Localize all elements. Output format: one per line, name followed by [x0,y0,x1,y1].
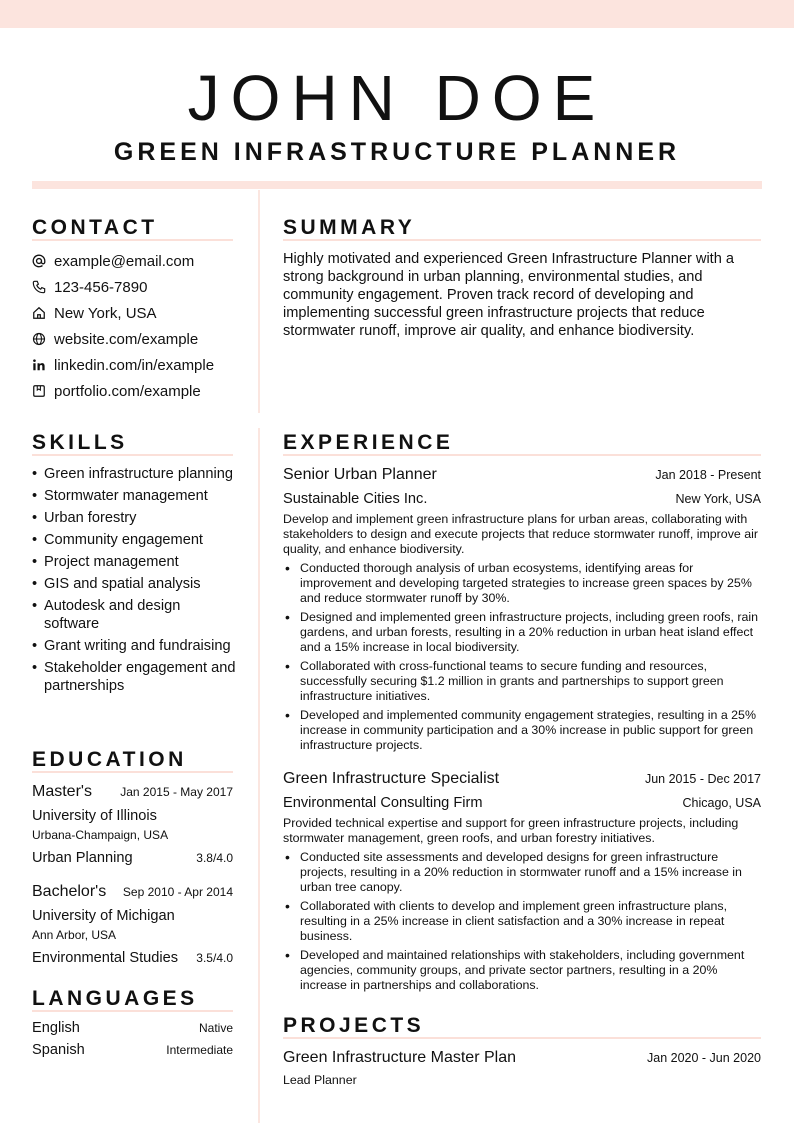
job-title: Green Infrastructure Specialist [283,770,500,787]
portfolio-icon [32,384,54,398]
header-divider [32,181,762,189]
job-title: Senior Urban Planner [283,466,437,483]
project-role: Lead Planner [283,1073,357,1087]
skill-item: • Green infrastructure planning [32,465,237,483]
job-bullet: • Collaborated with cross-functional teams to secure funding and resources, successfully securing $1.2 million in grants and partnerships to support green infrastructure initiatives. [283,659,761,704]
job-company: Sustainable Cities Inc. [283,491,428,507]
phone-icon [32,280,54,294]
home-icon [32,306,54,320]
education-degree: Bachelor's [32,883,107,900]
contact-list [32,248,242,404]
language-name: English [32,1020,80,1036]
skill-item: • Project management [32,553,237,571]
skill-item: • Grant writing and fundraising [32,637,237,655]
language-level: Native [198,1021,233,1035]
contact-portfolio[interactable] [32,378,242,404]
job-bullet: • Developed and maintained relationships with stakeholders, including government agencies, community groups, and private sector partners, resulting in a 20% increase in partnerships and collaborations. [283,948,761,993]
projects-heading-rule [283,1037,761,1039]
job-dates: Jan 2018 - Present [655,468,761,482]
project-entry [283,1048,761,1088]
skills-list [32,465,237,699]
education-heading-rule [32,771,233,773]
education-entry [32,882,233,968]
project-dates: Jan 2020 - Jun 2020 [647,1051,761,1065]
skill-item: • GIS and spatial analysis [32,575,237,593]
contact-email-text: example@email.com [54,252,195,270]
job-dates: Jun 2015 - Dec 2017 [644,772,761,786]
candidate-name: JOHN DOE [187,62,607,134]
contact-location [32,300,242,326]
skill-item: • Urban forestry [32,509,237,527]
job-bullet: • Conducted thorough analysis of urban ecosystems, identifying areas for improvement and developing targeted strategies to increase green spaces by 25% and reduce stormwater runoff by 30%. [283,561,761,606]
contact-phone-text: 123-456-7890 [54,278,148,296]
contact-heading: CONTACT [32,216,158,239]
language-level: Intermediate [166,1043,233,1057]
language-item [32,1042,233,1064]
education-location: Ann Arbor, USA [32,928,117,942]
job-location: Chicago, USA [682,796,761,810]
job-bullet: • Collaborated with clients to develop and implement green infrastructure plans, resulting in a 25% increase in client satisfaction and a 30% increase in repeat business. [283,899,761,944]
skill-item: • Stakeholder engagement and partnerships [32,659,237,695]
skill-item: • Stormwater management [32,487,237,505]
column-divider-top [258,190,260,413]
job-company: Environmental Consulting Firm [283,795,483,811]
contact-linkedin-text: linkedin.com/in/example [54,356,215,374]
experience-heading: EXPERIENCE [283,431,454,454]
skills-heading-rule [32,454,233,456]
education-dates: Jan 2015 - May 2017 [120,785,233,799]
contact-website[interactable] [32,326,242,352]
education-gpa: 3.8/4.0 [196,851,233,865]
skill-item: • Autodesk and design software [32,597,237,633]
education-school: University of Michigan [32,908,175,924]
contact-phone[interactable] [32,274,242,300]
contact-portfolio-text: portfolio.com/example [54,382,201,400]
contact-heading-rule [32,239,233,241]
summary-heading-rule [283,239,761,241]
education-field: Urban Planning [32,850,133,866]
language-item [32,1020,233,1042]
languages-heading-rule [32,1010,233,1012]
job-bullet: • Developed and implemented community engagement strategies, resulting in a 25% increase in community participation and a 30% increase in public support for green infrastructure projects. [283,708,761,753]
contact-email[interactable] [32,248,242,274]
summary-heading: SUMMARY [283,216,416,239]
at-icon [32,254,54,268]
education-gpa: 3.5/4.0 [196,951,233,965]
skill-item: • Community engagement [32,531,237,549]
education-dates: Sep 2010 - Apr 2014 [122,885,233,899]
column-divider-bottom [258,428,260,1123]
languages-list [32,1020,233,1064]
skills-heading: SKILLS [32,431,128,454]
projects-heading: PROJECTS [283,1014,425,1037]
top-accent-band [0,0,794,28]
education-location: Urbana-Champaign, USA [32,828,169,842]
contact-linkedin[interactable] [32,352,242,378]
languages-heading: LANGUAGES [32,987,198,1010]
summary-text: Highly motivated and experienced Green Infrastructure Planner with a strong background in urban planning, environmental studies, and community engagement. Proven track record of developing and implementing successful green infrastructure projects that reduce stormwater runoff, improve air quality, and enhance biodiversity. [283,251,735,339]
education-field: Environmental Studies [32,950,179,966]
language-name: Spanish [32,1042,85,1058]
job-location: New York, USA [675,492,761,506]
contact-website-text: website.com/example [54,330,199,348]
education-heading: EDUCATION [32,748,187,771]
job-bullet: • Conducted site assessments and developed designs for green infrastructure projects, resulting in a 20% reduction in stormwater runoff and a 15% increase in urban tree canopy. [283,850,761,895]
experience-entry [283,769,761,997]
job-description: Develop and implement green infrastructure plans for urban areas, collaborating with stakeholders to design and execute projects that reduce stormwater runoff, improve air quality, and enhance biodiversity. [283,512,758,556]
contact-location-text: New York, USA [54,304,157,322]
linkedin-icon [32,358,54,372]
education-degree: Master's [32,783,92,800]
experience-heading-rule [283,454,761,456]
job-bullet: • Designed and implemented green infrastructure projects, including green roofs, rain gardens, and urban forests, resulting in a 20% reduction in urban heat island effect and a 15% increase in local biodiversity. [283,610,761,655]
candidate-role: GREEN INFRASTRUCTURE PLANNER [113,138,681,166]
globe-icon [32,332,54,346]
experience-entry [283,465,761,757]
education-school: University of Illinois [32,808,157,824]
job-bullets [283,561,761,753]
job-description: Provided technical expertise and support for green infrastructure projects, including stormwater management, green roofs, and urban forestry initiatives. [283,816,739,845]
education-entry [32,782,233,868]
project-title: Green Infrastructure Master Plan [283,1049,516,1066]
job-bullets [283,850,761,993]
